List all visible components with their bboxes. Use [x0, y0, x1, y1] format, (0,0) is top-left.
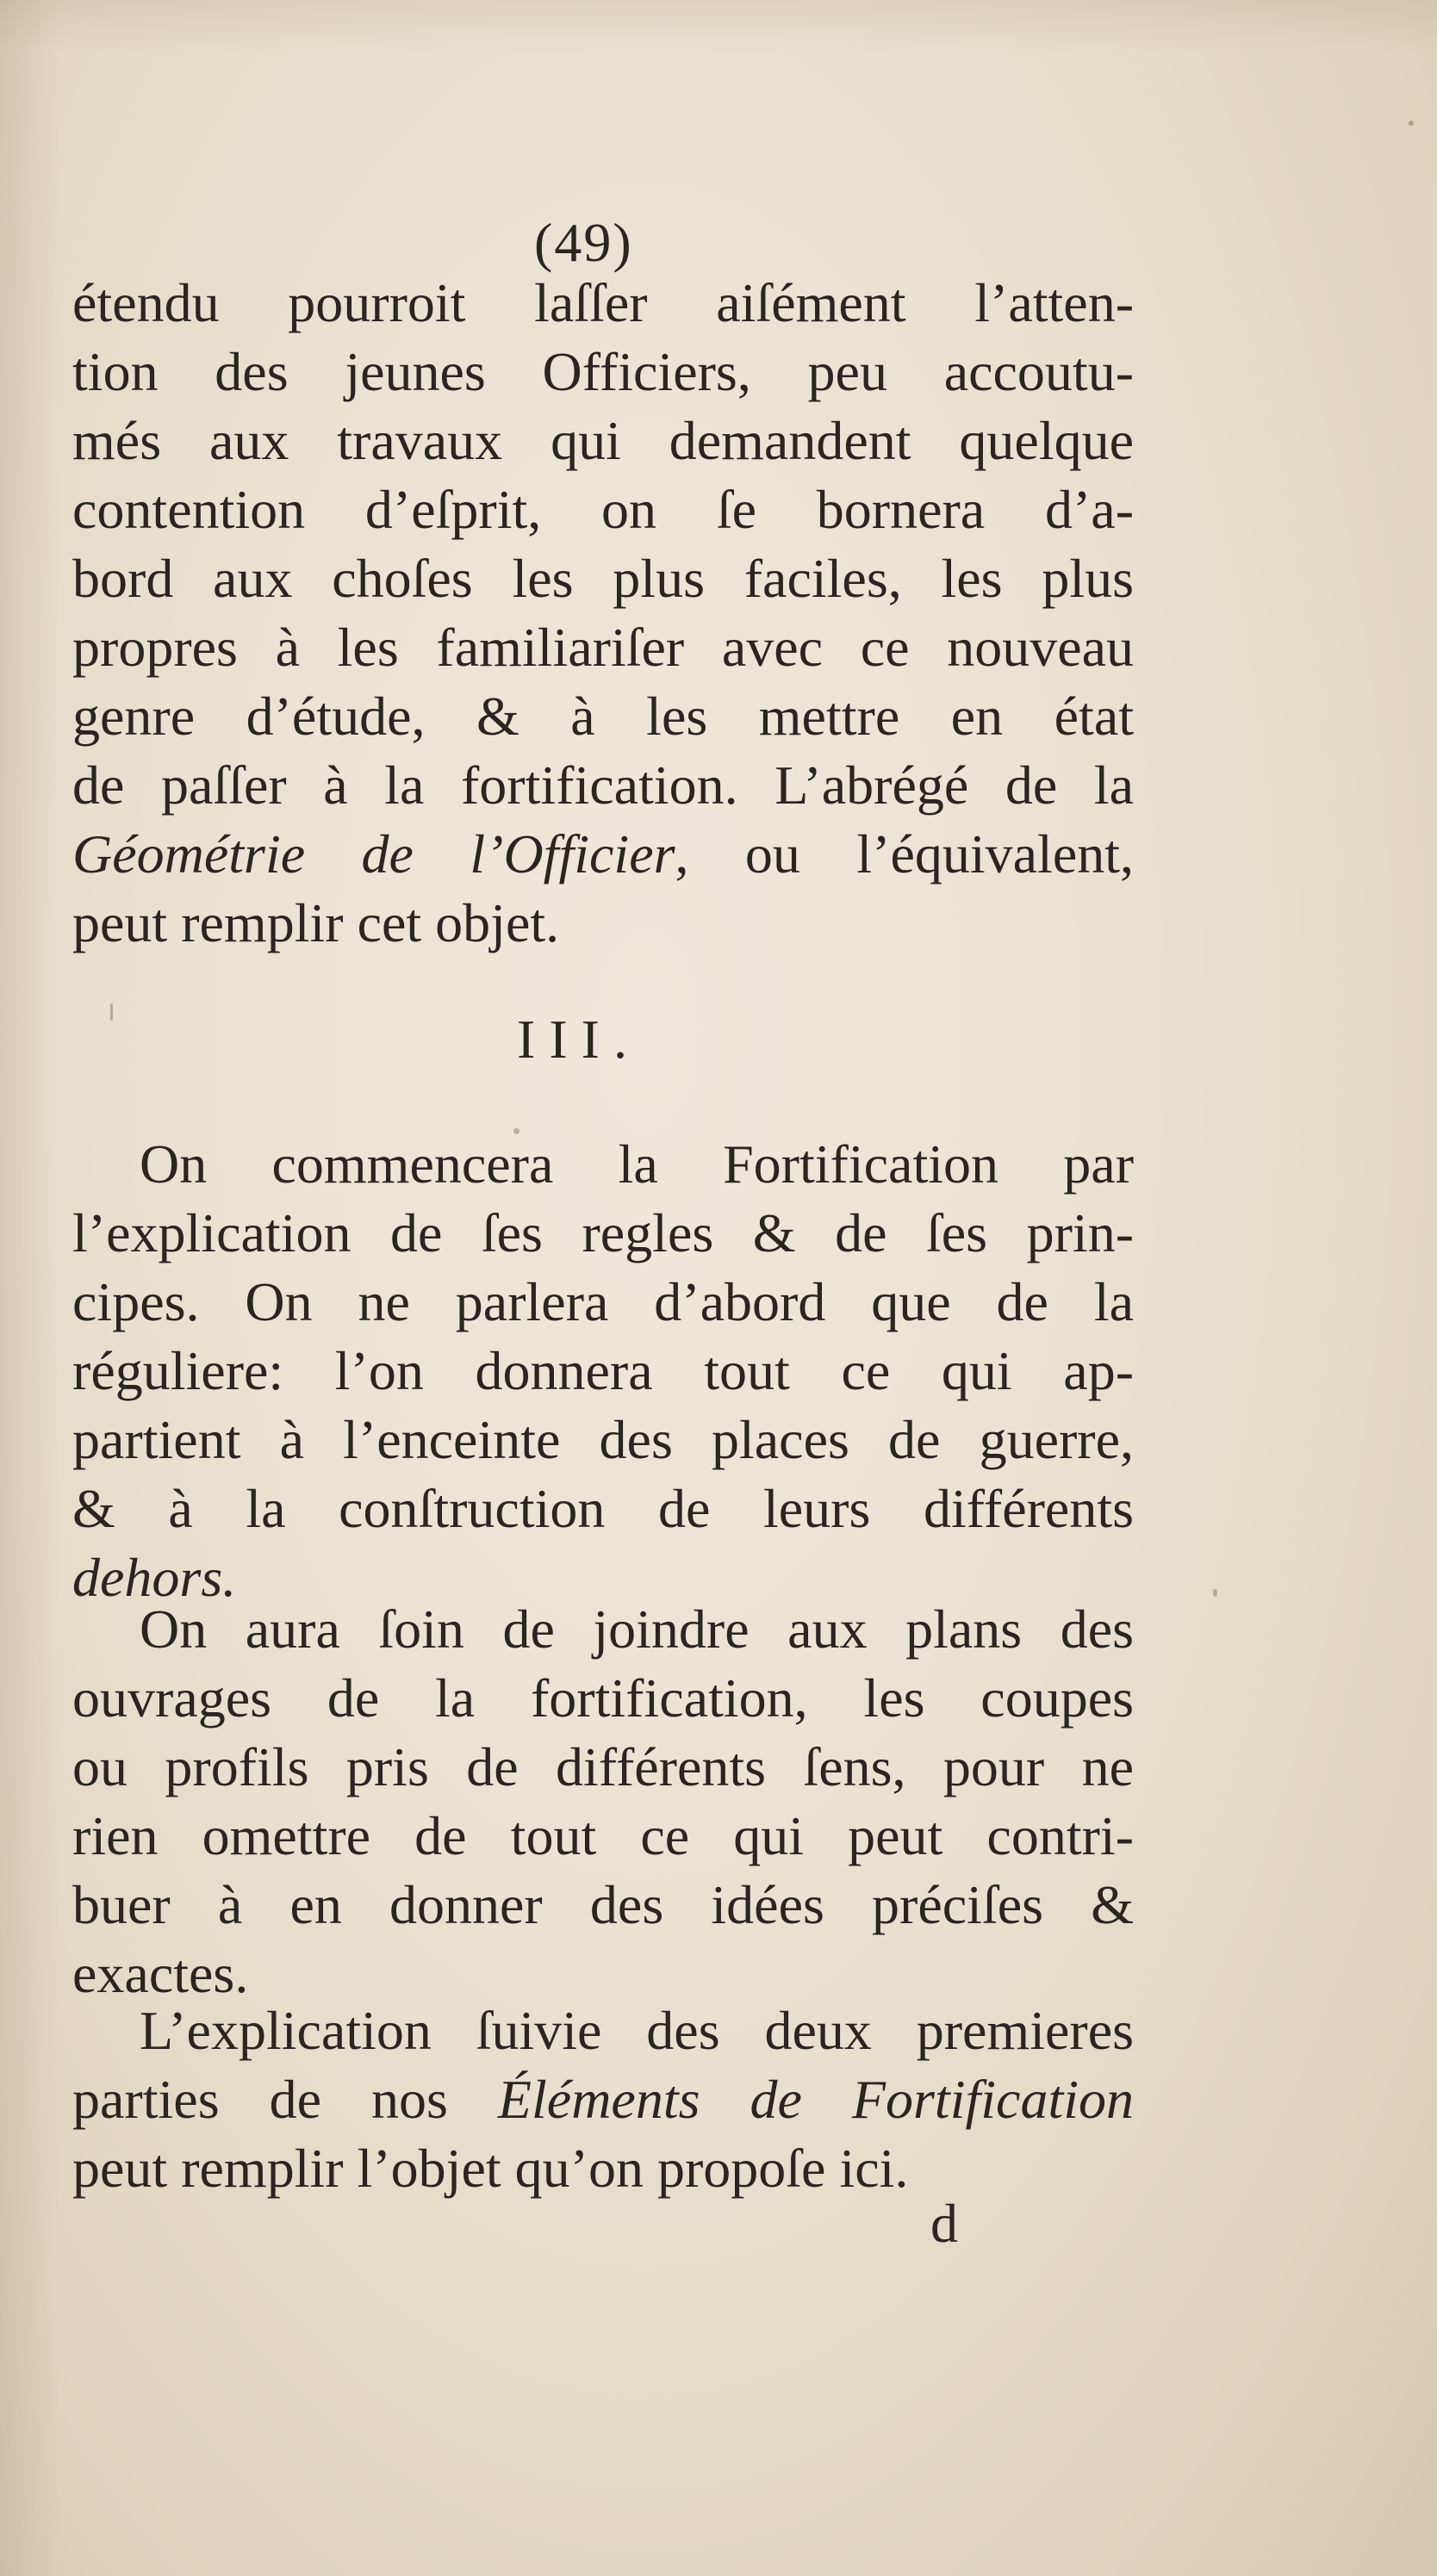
text-line: ouvrages de la fortification, les coupes	[72, 1667, 1134, 1729]
text-fragment: parties de nos	[72, 2069, 498, 2130]
paragraph-continuation	[72, 269, 1134, 958]
text-line: de paſſer à la fortification. L’abrégé de la	[72, 754, 1134, 816]
text-line: propres à les familiariſer avec ce nouveau	[72, 617, 1134, 678]
text-line: bord aux choſes les plus faciles, les plus	[72, 548, 1134, 609]
text-line: l’explication de ſes regles & de ſes prin-	[72, 1202, 1134, 1263]
text-fragment: , ou l’équivalent,	[675, 823, 1134, 885]
text-line: peut remplir l’objet qu’on propoſe ici.	[72, 2138, 909, 2199]
paragraph-fortification-rules	[72, 1130, 1134, 1612]
paper-speck	[1409, 121, 1414, 126]
text-line: On commencera la Fortification par	[140, 1133, 1134, 1195]
paper-speck	[1213, 1589, 1217, 1597]
text-line: buer à en donner des idées préciſes &	[72, 1874, 1134, 1935]
text-line	[72, 2065, 1134, 2134]
section-heading: III.	[517, 1009, 641, 1070]
text-line	[72, 820, 1134, 889]
text-line: cipes. On ne parlera d’abord que de la	[72, 1271, 1134, 1332]
paragraph-plans-and-profiles	[72, 1595, 1134, 2008]
text-line: partient à l’enceinte des places de guerre,	[72, 1409, 1134, 1470]
book-title: Géométrie de l’Officier	[72, 823, 675, 885]
text-line: tion des jeunes Officiers, peu accoutu-	[72, 341, 1134, 402]
text-line: contention d’eſprit, on ſe bornera d’a-	[72, 479, 1134, 540]
italic-term: dehors.	[72, 1547, 237, 1608]
text-line: étendu pourroit laſſer aiſément l’atten-	[72, 272, 1134, 333]
text-line: ou profils pris de différents ſens, pour ne	[72, 1736, 1134, 1797]
text-line: genre d’étude, & à les mettre en état	[72, 686, 1134, 747]
page-shadow-left	[0, 0, 60, 2576]
book-title: Éléments de Fortification	[497, 2069, 1134, 2130]
text-line: On aura ſoin de joindre aux plans des	[140, 1598, 1134, 1660]
text-line: & à la conſtruction de leurs différents	[72, 1478, 1134, 1539]
text-line: rien omettre de tout ce qui peut contri-	[72, 1805, 1134, 1866]
page-shadow-top	[0, 0, 1437, 52]
text-line: L’explication ſuivie des deux premieres	[140, 2000, 1134, 2061]
signature-mark: d	[930, 2193, 958, 2254]
text-line: més aux travaux qui demandent quelque	[72, 410, 1134, 471]
paper-speck	[110, 1003, 113, 1021]
text-line: réguliere: l’on donnera tout ce qui ap-	[72, 1340, 1134, 1401]
text-line: exactes.	[72, 1943, 249, 2004]
paragraph-elements-reference	[72, 1996, 1134, 2203]
page-number: (49)	[534, 212, 633, 273]
text-line: peut remplir cet objet.	[72, 892, 560, 953]
